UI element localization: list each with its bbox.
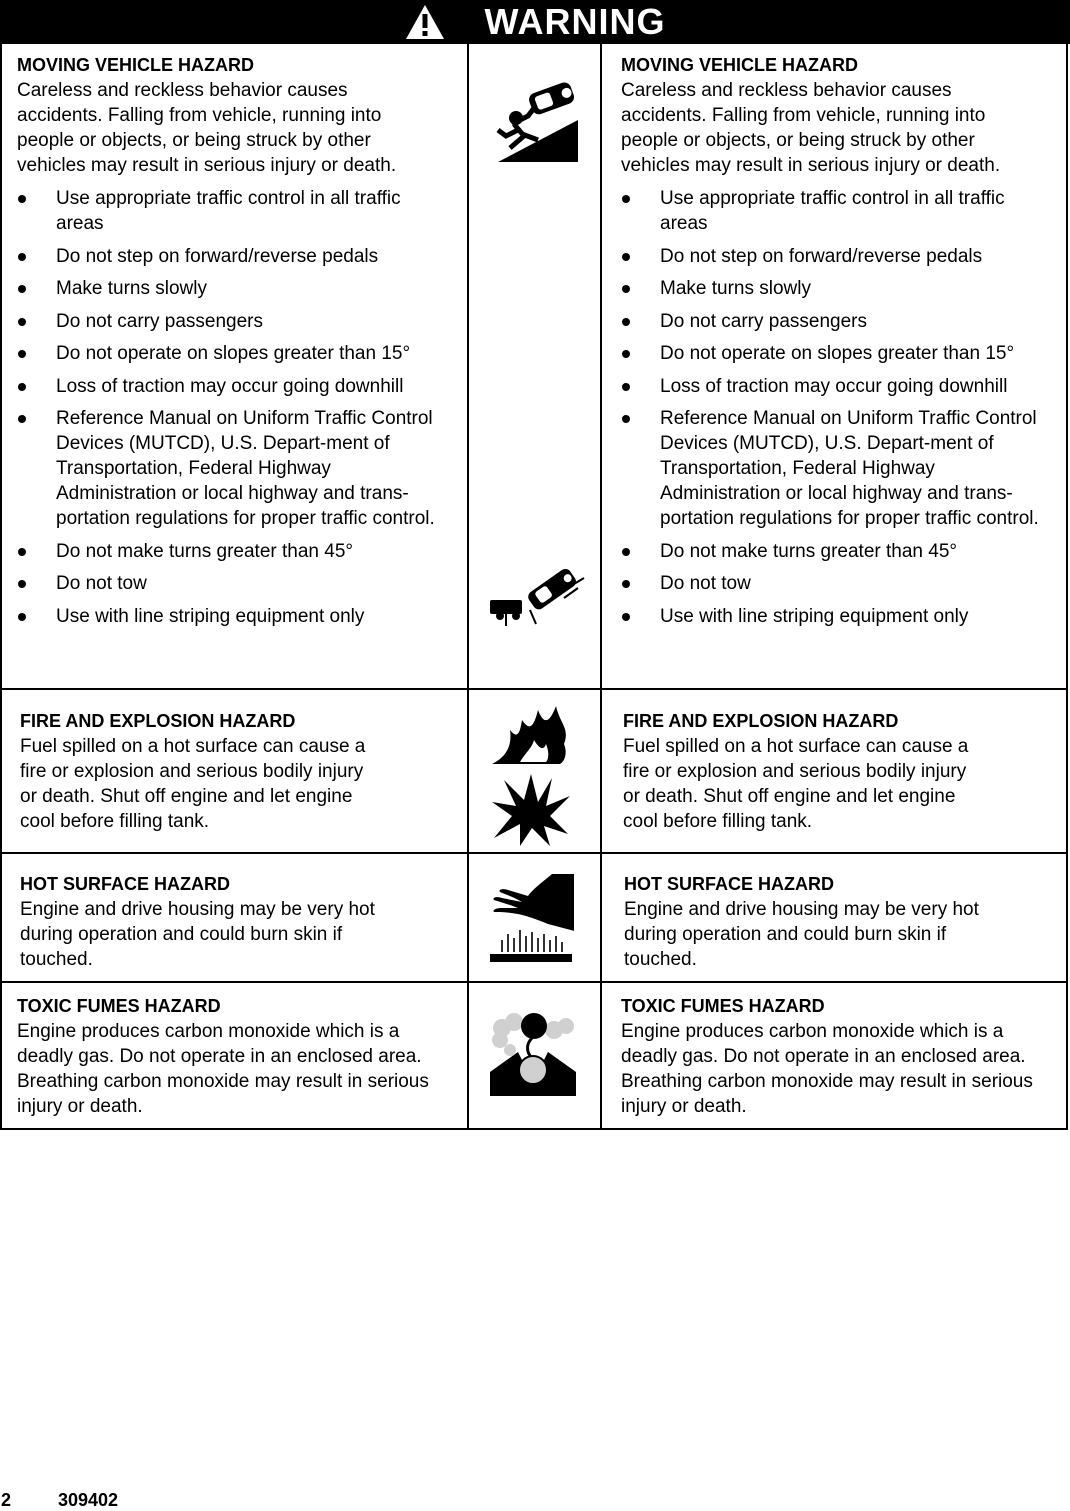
list-item: Do not operate on slopes greater than 15° bbox=[17, 341, 449, 366]
list-item: Use appropriate traffic control in all traffic areas bbox=[621, 186, 1053, 236]
list-item: Do not step on forward/reverse pedals bbox=[17, 244, 449, 269]
list-item: Loss of traction may occur going downhill bbox=[621, 374, 1053, 399]
hazard-title: TOXIC FUMES HAZARD bbox=[621, 996, 825, 1016]
hazard-body: Fuel spilled on a hot surface can cause a fire or explosion and serious bodily injury or death. Shut off engine and let engine cool before filling tank. bbox=[623, 736, 969, 832]
list-item: Do not tow bbox=[17, 571, 449, 596]
warning-triangle-icon bbox=[405, 4, 445, 40]
list-item: Do not carry passengers bbox=[621, 309, 1053, 334]
row-divider bbox=[0, 688, 1068, 690]
row-divider bbox=[0, 852, 1068, 854]
list-item: Make turns slowly bbox=[621, 276, 1053, 301]
hazard-body: Fuel spilled on a hot surface can cause a fire or explosion and serious bodily injury or death. Shut off engine and let engine cool before filling tank. bbox=[20, 736, 366, 832]
fire-hazard-right bbox=[623, 709, 983, 834]
warning-banner bbox=[0, 0, 1070, 44]
toxic-fumes-hazard-right bbox=[621, 994, 1051, 1119]
moving-vehicle-hazard-right bbox=[621, 53, 1053, 636]
document-number: 309402 bbox=[58, 1490, 119, 1510]
row-divider bbox=[0, 981, 1068, 983]
explosion-icon bbox=[490, 772, 572, 848]
list-item: Do not make turns greater than 45° bbox=[17, 539, 449, 564]
hot-surface-hazard-right bbox=[624, 872, 1004, 972]
page-number: 2 bbox=[1, 1490, 12, 1510]
hazard-body: Engine and drive housing may be very hot during operation and could burn skin if touched. bbox=[20, 899, 375, 970]
list-item: Do not step on forward/reverse pedals bbox=[621, 244, 1053, 269]
hazard-title: MOVING VEHICLE HAZARD bbox=[17, 55, 255, 75]
moving-vehicle-hazard-left bbox=[17, 53, 449, 636]
toxic-fumes-hazard-left bbox=[17, 994, 447, 1119]
list-item: Do not tow bbox=[621, 571, 1053, 596]
fall-from-slope-icon bbox=[488, 78, 583, 163]
hazard-body: Careless and reckless behavior causes accidents. Falling from vehicle, running into people or objects, or being struck by other vehicles may result in serious injury or death. bbox=[621, 80, 1001, 176]
hot-surface-hazard-left bbox=[20, 872, 400, 972]
hazard-bullet-list bbox=[621, 186, 1053, 629]
list-item: Make turns slowly bbox=[17, 276, 449, 301]
hazard-body: Engine and drive housing may be very hot during operation and could burn skin if touched. bbox=[624, 899, 979, 970]
list-item: Reference Manual on Uniform Traffic Control Devices (MUTCD), U.S. Depart-ment of Transportation, Federal Highway Administration or local highway and trans-portation regulations for proper traffic control. bbox=[17, 406, 449, 531]
hazard-body: Careless and reckless behavior causes accidents. Falling from vehicle, running into people or objects, or being struck by other vehicles may result in serious injury or death. bbox=[17, 80, 397, 176]
warning-title: WARNING bbox=[484, 1, 666, 42]
hazard-title: MOVING VEHICLE HAZARD bbox=[621, 55, 859, 75]
hazard-title: HOT SURFACE HAZARD bbox=[20, 874, 230, 894]
fire-hazard-left bbox=[20, 709, 380, 834]
hazard-title: TOXIC FUMES HAZARD bbox=[17, 996, 221, 1016]
column-divider-right bbox=[600, 44, 602, 1128]
list-item: Do not make turns greater than 45° bbox=[621, 539, 1053, 564]
hazard-bullet-list bbox=[17, 186, 449, 629]
toxic-fumes-icon bbox=[488, 1008, 578, 1100]
list-item: Use with line striping equipment only bbox=[621, 604, 1053, 629]
hazard-body: Engine produces carbon monoxide which is a deadly gas. Do not operate in an enclosed area. Breathing carbon monoxide may result in serious injury or death. bbox=[621, 1021, 1033, 1117]
list-item: Use appropriate traffic control in all traffic areas bbox=[17, 186, 449, 236]
column-divider-left bbox=[467, 44, 469, 1128]
list-item: Do not carry passengers bbox=[17, 309, 449, 334]
hazard-title: FIRE AND EXPLOSION HAZARD bbox=[20, 711, 296, 731]
hazard-title: HOT SURFACE HAZARD bbox=[624, 874, 834, 894]
list-item: Loss of traction may occur going downhill bbox=[17, 374, 449, 399]
vehicle-collision-icon bbox=[486, 566, 588, 628]
list-item: Do not operate on slopes greater than 15° bbox=[621, 341, 1053, 366]
hot-surface-hand-icon bbox=[488, 872, 574, 966]
hazard-body: Engine produces carbon monoxide which is a deadly gas. Do not operate in an enclosed area. Breathing carbon monoxide may result in serious injury or death. bbox=[17, 1021, 429, 1117]
hazard-title: FIRE AND EXPLOSION HAZARD bbox=[623, 711, 899, 731]
list-item: Reference Manual on Uniform Traffic Control Devices (MUTCD), U.S. Depart-ment of Transportation, Federal Highway Administration or local highway and trans-portation regulations for proper traffic control. bbox=[621, 406, 1053, 531]
list-item: Use with line striping equipment only bbox=[17, 604, 449, 629]
fire-icon bbox=[490, 704, 572, 766]
